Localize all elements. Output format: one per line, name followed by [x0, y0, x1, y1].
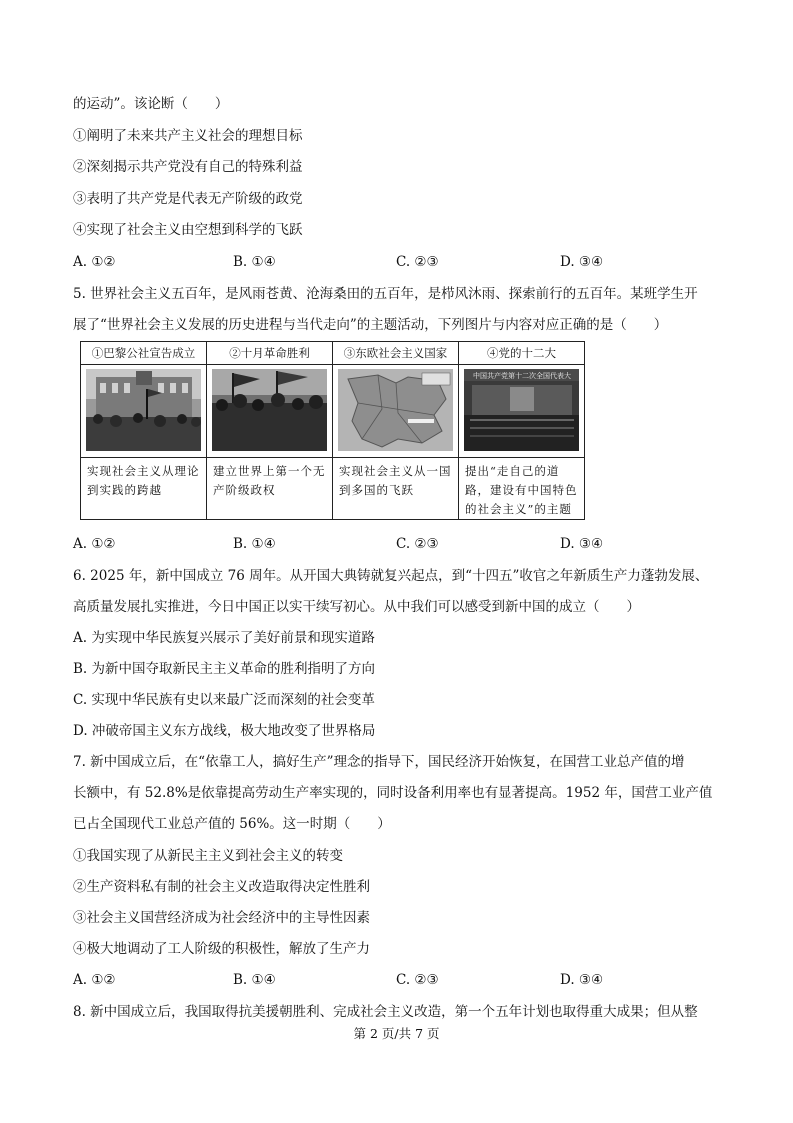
- table-photo-cell-1: [81, 365, 207, 458]
- paris-commune-photo: [86, 369, 201, 451]
- congress-banner-text: 中国共产党第十二次全国代表大: [473, 373, 571, 380]
- q4-option-a[interactable]: A. ①②: [73, 254, 116, 270]
- q7-stem-line-3: 已占全国现代工业总产值的 56%。这一时期（ ）: [73, 816, 391, 832]
- q5-option-a[interactable]: A. ①②: [73, 536, 116, 552]
- table-photo-cell-2: [207, 365, 333, 458]
- q5-option-d[interactable]: D. ③④: [560, 536, 604, 552]
- table-desc-1: 实现社会主义从理论到实践的跨越: [81, 458, 207, 520]
- q7-options: [73, 971, 723, 989]
- table-caption-2: ②十月革命胜利: [207, 342, 333, 365]
- q4-statement-4: ④实现了社会主义由空想到科学的飞跃: [73, 222, 303, 238]
- q7-option-c[interactable]: C. ②③: [396, 972, 439, 988]
- q4-option-c[interactable]: C. ②③: [396, 254, 439, 270]
- q6-stem-line-2: 高质量发展扎实推进，今日中国正以实干续写初心。从中我们可以感受到新中国的成立（ ）: [73, 599, 640, 615]
- table-desc-2: 建立世界上第一个无产阶级政权: [207, 458, 333, 520]
- q7-option-b[interactable]: B. ①④: [233, 972, 276, 988]
- table-caption-4: ④党的十二大: [459, 342, 585, 365]
- q7-statement-4: ④极大地调动了工人阶级的积极性，解放了生产力: [73, 941, 370, 957]
- q6-option-a[interactable]: A. 为实现中华民族复兴展示了美好前景和现实道路: [73, 630, 375, 646]
- q5-option-b[interactable]: B. ①④: [233, 536, 276, 552]
- q5-stem-line-1: 5. 世界社会主义五百年，是风雨苍黄、沧海桑田的五百年，是栉风沐雨、探索前行的五百年。某班学生开: [73, 286, 698, 302]
- q4-statement-1: ①阐明了未来共产主义社会的理想目标: [73, 128, 303, 144]
- q6-option-d[interactable]: D. 冲破帝国主义东方战线，极大地改变了世界格局: [73, 723, 376, 739]
- q8-stem-line-1: 8. 新中国成立后，我国取得抗美援朝胜利、完成社会主义改造，第一个五年计划也取得重大成果；但从整: [73, 1004, 698, 1020]
- q4-statement-3: ③表明了共产党是代表无产阶级的政党: [73, 191, 303, 207]
- q5-options: [73, 535, 723, 553]
- eastern-europe-map: [338, 369, 453, 451]
- q4-statement-2: ②深刻揭示共产党没有自己的特殊利益: [73, 159, 303, 175]
- q7-statement-3: ③社会主义国营经济成为社会经济中的主导性因素: [73, 910, 370, 926]
- twelfth-congress-photo: [464, 369, 579, 451]
- q4-options: [73, 253, 723, 271]
- table-photo-cell-3: [333, 365, 459, 458]
- table-caption-1: ①巴黎公社宣告成立: [81, 342, 207, 365]
- q4-option-d[interactable]: D. ③④: [560, 254, 604, 270]
- q5-option-c[interactable]: C. ②③: [396, 536, 439, 552]
- table-photo-cell-4: [459, 365, 585, 458]
- table-desc-4: 提出“走自己的道路，建设有中国特色的社会主义”的主题: [459, 458, 585, 520]
- q7-stem-line-2: 长额中，有 52.8%是依靠提高劳动生产率实现的，同时设备利用率也有显著提高。1952 年，国营工业产值: [73, 785, 713, 801]
- q6-stem-line-1: 6. 2025 年，新中国成立 76 周年。从开国大典铸就复兴起点，到“十四五”收官之年新质生产力蓬勃发展、: [73, 568, 709, 584]
- q5-stem-line-2: 展了“世界社会主义发展的历史进程与当代走向”的主题活动，下列图片与内容对应正确的是（ ）: [73, 317, 668, 333]
- q7-option-a[interactable]: A. ①②: [73, 972, 116, 988]
- october-revolution-photo: [212, 369, 327, 451]
- q7-stem-line-1: 7. 新中国成立后，在“依靠工人，搞好生产”理念的指导下，国民经济开始恢复，在国营工业总产值的增: [73, 754, 685, 770]
- q4-option-b[interactable]: B. ①④: [233, 254, 276, 270]
- table-caption-3: ③东欧社会主义国家: [333, 342, 459, 365]
- page-footer: 第 2 页/共 7 页: [353, 1026, 440, 1041]
- q4-stem-end: 的运动”。该论断（ ）: [73, 96, 229, 112]
- q6-option-c[interactable]: C. 实现中华民族有史以来最广泛而深刻的社会变革: [73, 692, 375, 708]
- q7-option-d[interactable]: D. ③④: [560, 972, 604, 988]
- table-desc-3: 实现社会主义从一国到多国的飞跃: [333, 458, 459, 520]
- q7-statement-1: ①我国实现了从新民主主义到社会主义的转变: [73, 848, 343, 864]
- q6-option-b[interactable]: B. 为新中国夺取新民主主义革命的胜利指明了方向: [73, 661, 376, 677]
- q7-statement-2: ②生产资料私有制的社会主义改造取得决定性胜利: [73, 879, 370, 895]
- q5-picture-table: [80, 341, 585, 520]
